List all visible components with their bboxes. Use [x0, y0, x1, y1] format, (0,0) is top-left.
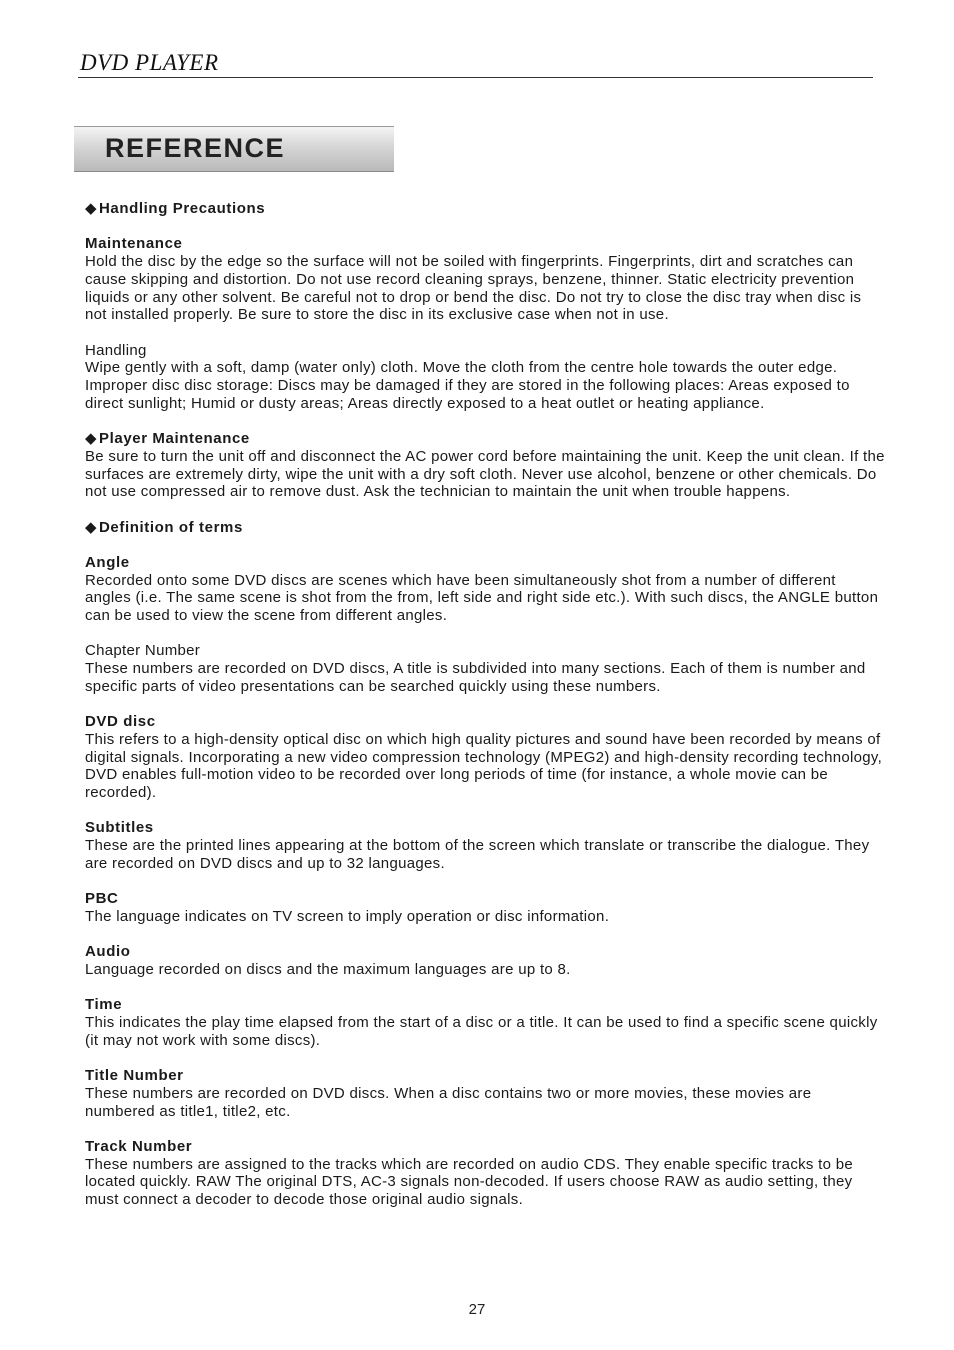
term-time: Time: [85, 996, 123, 1014]
section-title-handling-precautions: ◆ Handling Precautions: [85, 200, 266, 217]
term-subtitles: Subtitles: [85, 819, 154, 837]
term-title-number: Title Number: [85, 1067, 184, 1085]
content: [85, 200, 885, 1209]
text-track-number: These numbers are assigned to the tracks which are recorded on audio CDS. They enable specific tracks to be located quickly. RAW The original DTS, AC-3 signals non-decoded. If users choose RAW as audio setting, they must connect a decoder to decode those original audio signals.: [85, 1155, 854, 1209]
diamond-bullet-icon: ◆: [85, 430, 98, 448]
text-chapter-number: These numbers are recorded on DVD discs, A title is subdivided into many sections. Each of them is number and specific parts of video presentations can be searched quickly using these numbers.: [85, 660, 866, 695]
text-dvd-disc: This refers to a high-density optical disc on which high quality pictures and sound have been recorded by means of digital signals. Incorporating a new video compression technology (MPEG2) and high-density recording technology, DVD enables full-motion video to be recorded over long periods of time (for instance, a whole movie can be recorded).: [85, 730, 883, 802]
term-pbc: PBC: [85, 890, 119, 908]
page-header-title: DVD PLAYER: [80, 50, 219, 75]
reference-banner: [74, 126, 394, 172]
text-audio: Language recorded on discs and the maximum languages are up to 8.: [85, 961, 571, 979]
text-pbc: The language indicates on TV screen to imply operation or disc information.: [85, 907, 610, 925]
term-chapter-number: Chapter Number: [85, 642, 201, 660]
text-player-maintenance: Be sure to turn the unit off and disconnect the AC power cord before maintaining the unit. Keep the unit clean. If the surfaces are extremely dirty, wipe the unit with a dry soft cloth. Never use alcohol, benzene or other chemicals. Do not use compressed air to remove dust. Ask the technician to maintain the unit when trouble happens.: [85, 447, 885, 501]
term-audio: Audio: [85, 943, 131, 961]
page-number: 27: [468, 1301, 486, 1318]
term-maintenance: Maintenance: [85, 235, 183, 253]
text-subtitles: These are the printed lines appearing at the bottom of the screen which translate or transcribe the dialogue. They are recorded on DVD discs and up to 32 languages.: [85, 837, 870, 872]
header-rule: [78, 77, 873, 78]
term-angle: Angle: [85, 553, 130, 571]
text-time: This indicates the play time elapsed from the start of a disc or a title. It can be used to find a specific scene quickly (it may not work with some discs).: [85, 1014, 878, 1049]
diamond-bullet-icon: ◆: [85, 200, 98, 217]
banner-label: REFERENCE: [105, 133, 286, 163]
term-track-number: Track Number: [85, 1138, 193, 1156]
term-handling: Handling: [85, 341, 147, 359]
text-angle: Recorded onto some DVD discs are scenes which have been simultaneously shot from a number of different angles (i.e. The same scene is shot from the from, left side and right side etc.). With such discs, the ANGLE button can be used to view the scene from different angles.: [85, 571, 879, 625]
section-title-definition-of-terms: ◆ Definition of terms: [85, 518, 243, 536]
diamond-bullet-icon: ◆: [85, 518, 98, 536]
text-title-number: These numbers are recorded on DVD discs. When a disc contains two or more movies, these movies are numbered as title1, title2, etc.: [85, 1084, 812, 1120]
section-title-player-maintenance: ◆ Player Maintenance: [85, 430, 250, 448]
term-dvd-disc: DVD disc: [85, 713, 156, 731]
text-handling: Wipe gently with a soft, damp (water only) cloth. Move the cloth from the centre hole towards the outer edge. Improper disc disc storage: Discs may be damaged if they are stored in the following places: Areas exposed to direct sunlight; Humid or dusty areas; Areas directly exposed to a heat outlet or heating appliance.: [85, 359, 850, 412]
text-maintenance: Hold the disc by the edge so the surface will not be soiled with fingerprints. Fingerprints, dirt and scratches can cause skipping and distortion. Do not use record cleaning sprays, benzene, thinner. Static electricity prevention liquids or any other solvent. Be careful not to drop or bend the disc. Do not try to close the disc tray when disc is not installed properly. Be sure to store the disc in its exclusive case when not in use.: [85, 253, 862, 324]
